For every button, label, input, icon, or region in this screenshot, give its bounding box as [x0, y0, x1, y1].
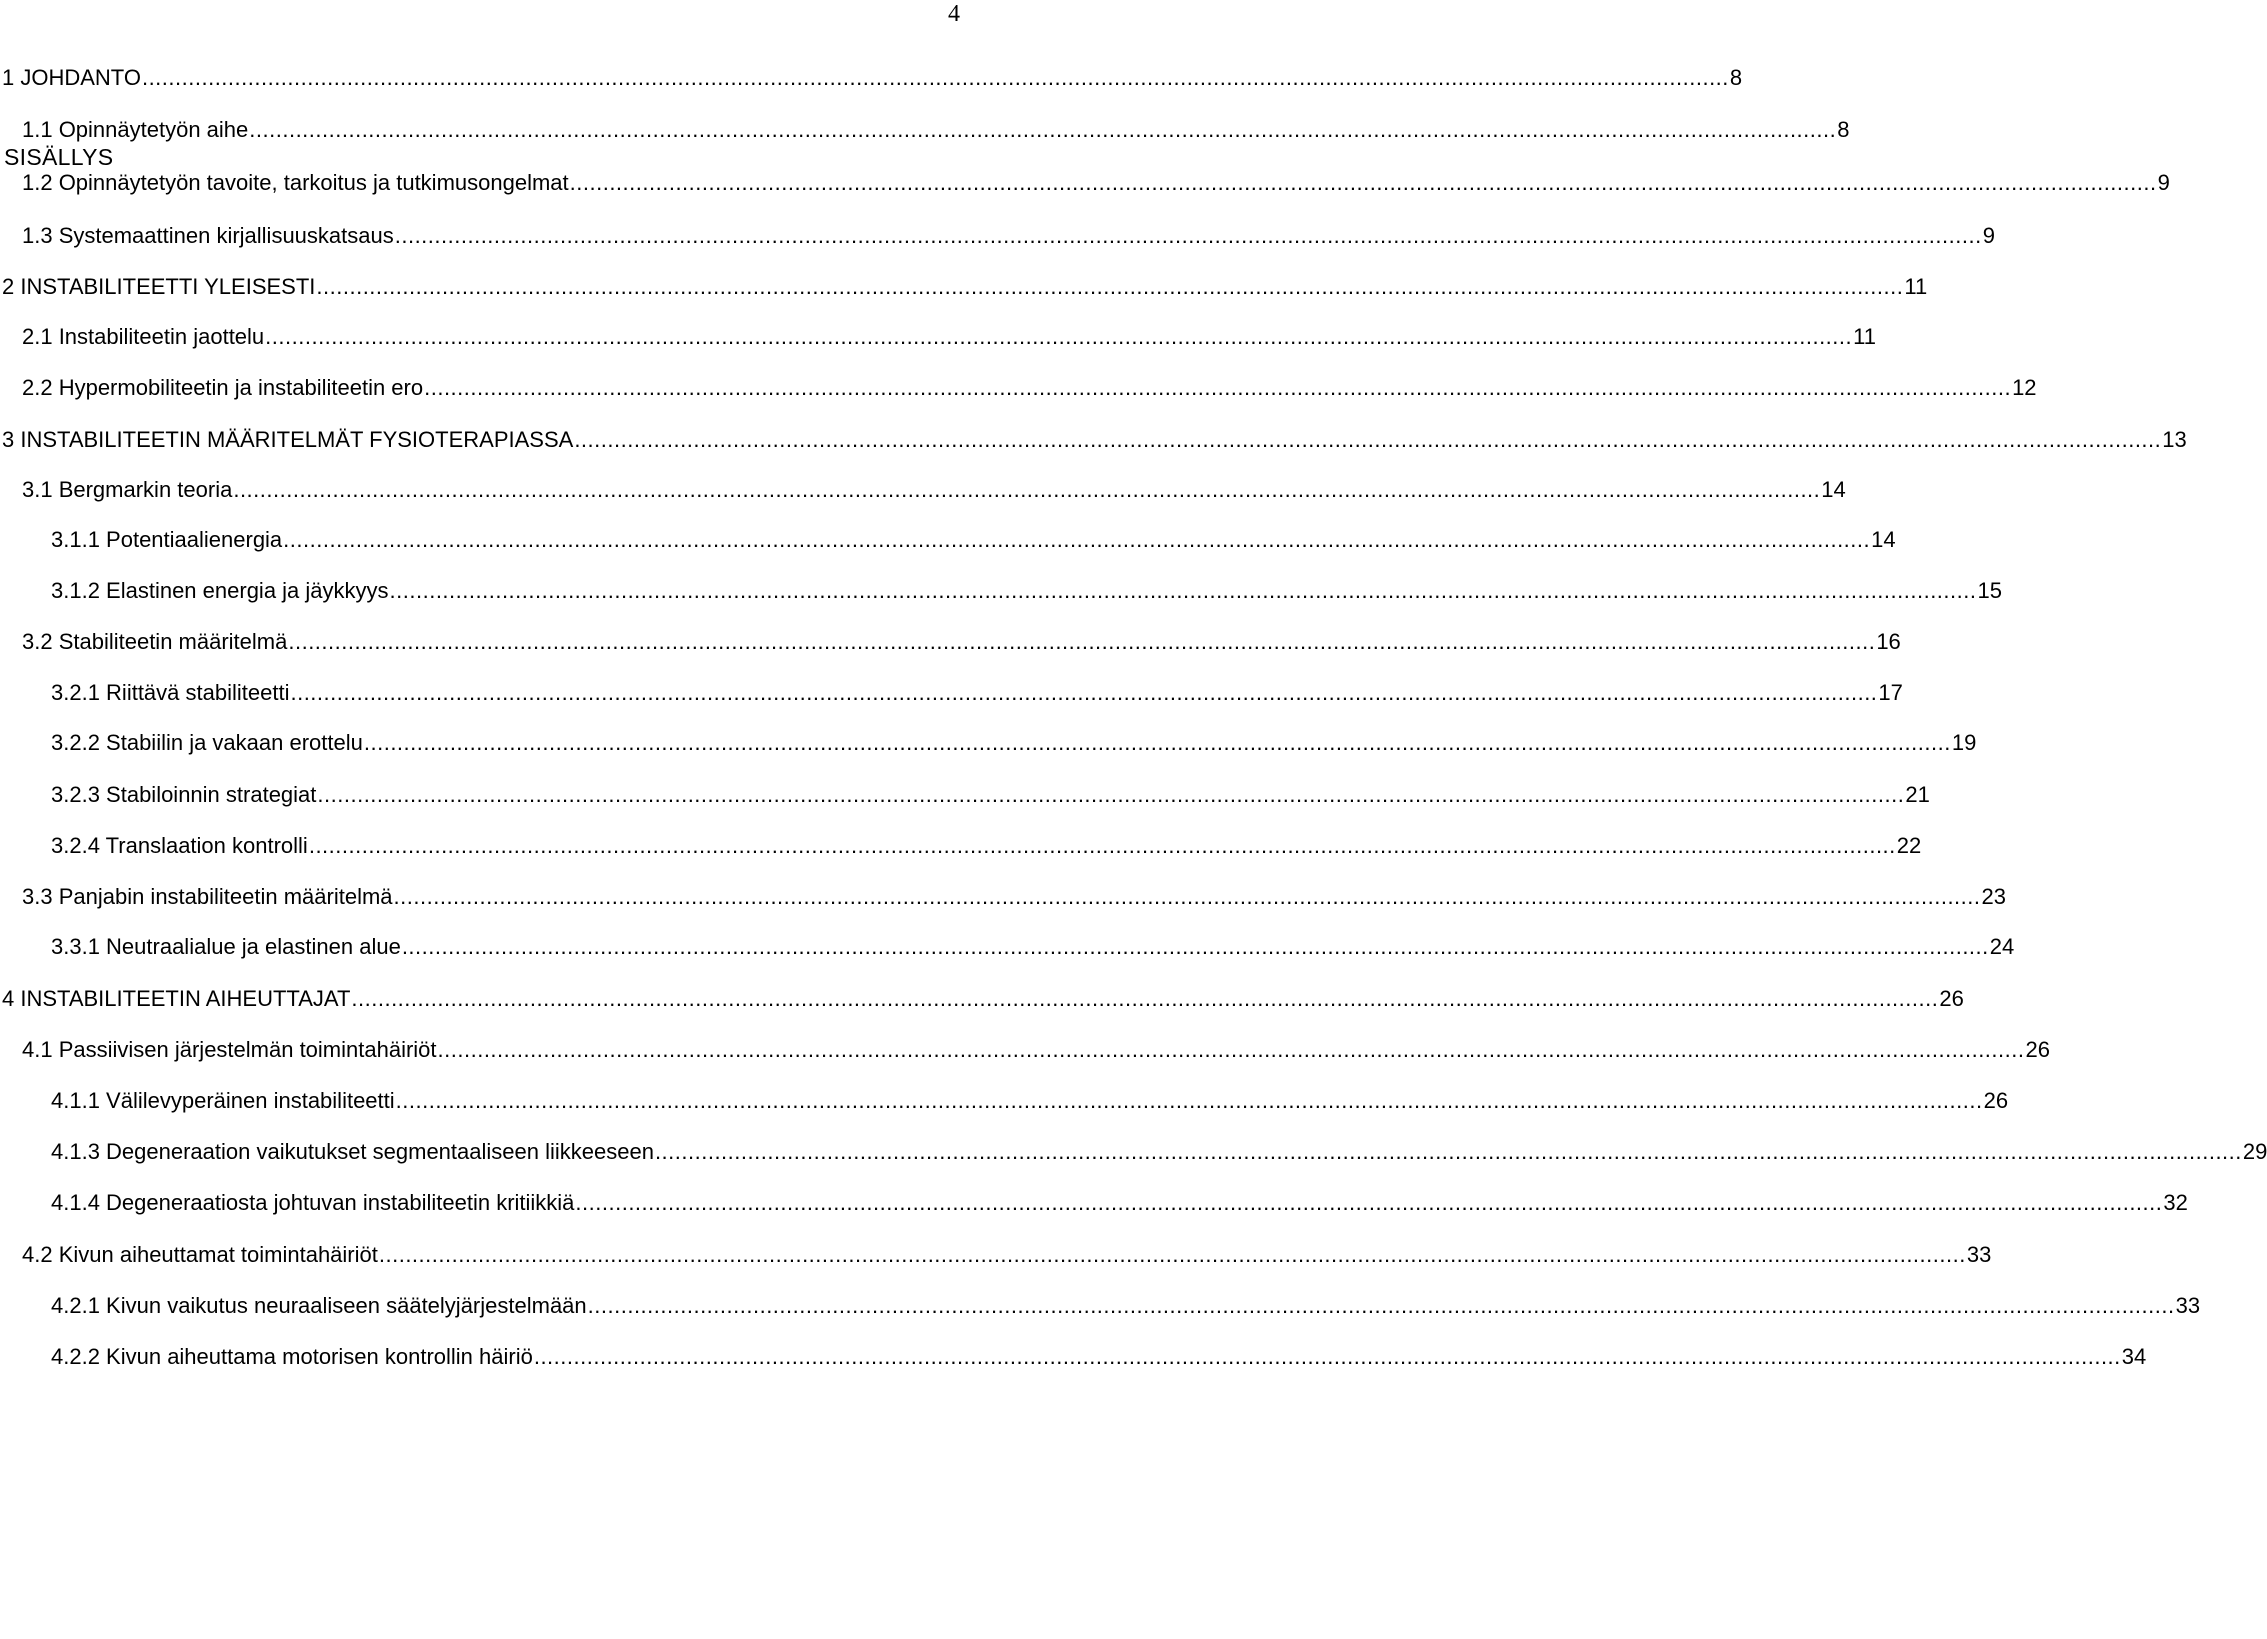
- toc-entry-page-number: 8: [1729, 65, 1743, 90]
- dot-leader: [575, 1188, 2162, 1218]
- toc-entry[interactable]: [0, 272, 1928, 302]
- toc-entry-label: 4.1 Passiivisen järjestelmän toimintahäiriöt: [22, 1037, 437, 1062]
- toc-title: SISÄLLYS: [4, 144, 114, 170]
- toc-entry-label: 3.2.2 Stabiilin ja vakaan erottelu: [51, 730, 363, 755]
- toc-entry-label: 1.1 Opinnäytetyön aihe: [22, 117, 249, 142]
- toc-entry[interactable]: [0, 1291, 2201, 1321]
- toc-entry-page-number: 11: [1904, 274, 1928, 299]
- toc-entry-label: 4.1.3 Degeneraation vaikutukset segmentaaliseen liikkeeseen: [51, 1139, 654, 1164]
- dot-leader: [233, 475, 1820, 505]
- toc-entry-page-number: 14: [1821, 477, 1846, 502]
- toc-entry[interactable]: [0, 780, 1930, 810]
- dot-leader: [364, 728, 1951, 758]
- toc-entry-label: 2 INSTABILITEETTI YLEISESTI: [2, 274, 316, 299]
- toc-entry[interactable]: [0, 425, 2187, 455]
- toc-entry-page-number: 14: [1871, 527, 1896, 552]
- toc-entry-page-number: 33: [1966, 1242, 1992, 1267]
- toc-entry-page-number: 16: [1876, 629, 1901, 654]
- toc-entry[interactable]: [0, 1240, 1992, 1270]
- dot-leader: [402, 932, 1989, 962]
- toc-entry-page-number: 11: [1853, 324, 1876, 349]
- toc-entry-label: 1.3 Systemaattinen kirjallisuuskatsaus: [22, 223, 394, 248]
- toc-entry-page-number: 33: [2175, 1293, 2201, 1318]
- toc-entry[interactable]: [0, 63, 1743, 93]
- toc-entry-page-number: 19: [1951, 730, 1977, 755]
- toc-entry[interactable]: [0, 475, 1846, 505]
- toc-entry-label: 3.2.4 Translaation kontrolli: [51, 833, 308, 858]
- toc-entry-label: 3.2.3 Stabiloinnin strategiat: [51, 782, 317, 807]
- toc-entry-page-number: 26: [1939, 986, 1964, 1011]
- dot-leader: [379, 1240, 1966, 1270]
- toc-entry-page-number: 15: [1977, 578, 2002, 603]
- toc-entry[interactable]: [0, 728, 1977, 758]
- toc-entry[interactable]: [0, 322, 1876, 352]
- toc-entry-page-number: 9: [2157, 170, 2170, 195]
- toc-entry-label: 3.2 Stabiliteetin määritelmä: [22, 629, 288, 654]
- toc-entry-label: 3.3 Panjabin instabiliteetin määritelmä: [22, 884, 393, 909]
- toc-entry-page-number: 23: [1981, 884, 2006, 909]
- dot-leader: [424, 373, 2011, 403]
- toc-entry-label: 4.1.1 Välilevyperäinen instabiliteetti: [51, 1088, 395, 1113]
- toc-entry[interactable]: [0, 221, 1995, 251]
- toc-entry-label: 4.1.4 Degeneraatiosta johtuvan instabiliteetin kritiikkiä: [51, 1190, 575, 1215]
- toc-entry-label: 4.2 Kivun aiheuttamat toimintahäiriöt: [22, 1242, 378, 1267]
- toc-entry-label: 4.2.1 Kivun vaikutus neuraaliseen säätelyjärjestelmään: [51, 1293, 587, 1318]
- dot-leader: [394, 882, 1981, 912]
- toc-entry-label: 1 JOHDANTO: [2, 65, 141, 90]
- page-number: 4: [948, 1, 960, 27]
- toc-entry-page-number: 22: [1896, 833, 1922, 858]
- dot-leader: [655, 1137, 2242, 1167]
- toc-entry[interactable]: [0, 627, 1901, 657]
- toc-entry-page-number: 8: [1837, 117, 1850, 142]
- toc-entry[interactable]: [0, 373, 2037, 403]
- toc-entry-page-number: 12: [2012, 375, 2037, 400]
- toc-entry[interactable]: [0, 1188, 2188, 1218]
- toc-entry-label: 4.2.2 Kivun aiheuttama motorisen kontrollin häiriö: [51, 1344, 533, 1369]
- dot-leader: [396, 1086, 1983, 1116]
- toc-entry[interactable]: [0, 831, 1922, 861]
- toc-entry-label: 3.1 Bergmarkin teoria: [22, 477, 233, 502]
- toc-entry-page-number: 26: [1983, 1088, 2009, 1113]
- dot-leader: [351, 984, 1938, 1014]
- dot-leader: [142, 63, 1729, 93]
- toc-entry-page-number: 9: [1982, 223, 1995, 248]
- dot-leader: [316, 272, 1903, 302]
- dot-leader: [574, 425, 2161, 455]
- toc-entry[interactable]: [0, 1086, 2009, 1116]
- toc-entry[interactable]: [0, 115, 1850, 145]
- toc-entry-label: 2.1 Instabiliteetin jaottelu: [22, 324, 265, 349]
- toc-entry[interactable]: [0, 168, 2170, 198]
- toc-entry-page-number: 17: [1878, 680, 1903, 705]
- toc-entry-page-number: 32: [2163, 1190, 2188, 1215]
- toc-entry-label: 4 INSTABILITEETIN AIHEUTTAJAT: [2, 986, 351, 1011]
- toc-entry[interactable]: [0, 1342, 2147, 1372]
- dot-leader: [588, 1291, 2175, 1321]
- toc-entry-label: 3.1.2 Elastinen energia ja jäykkyys: [51, 578, 389, 603]
- toc-entry[interactable]: [0, 1137, 2267, 1167]
- toc-entry[interactable]: [0, 984, 1964, 1014]
- dot-leader: [438, 1035, 2025, 1065]
- toc-entry[interactable]: [0, 1035, 2050, 1065]
- toc-entry-page-number: 29: [2242, 1139, 2267, 1164]
- dot-leader: [283, 525, 1870, 555]
- toc-entry[interactable]: [0, 525, 1896, 555]
- toc-entry-page-number: 21: [1905, 782, 1930, 807]
- toc-entry-page-number: 13: [2162, 427, 2187, 452]
- dot-leader: [265, 322, 1852, 352]
- dot-leader: [288, 627, 1875, 657]
- dot-leader: [534, 1342, 2121, 1372]
- toc-entry[interactable]: [0, 576, 2002, 606]
- dot-leader: [395, 221, 1982, 251]
- dot-leader: [570, 168, 2157, 198]
- toc-entry-page-number: 26: [2025, 1037, 2050, 1062]
- toc-entry-label: 2.2 Hypermobiliteetin ja instabiliteetin ero: [22, 375, 424, 400]
- toc-entry-label: 3 INSTABILITEETIN MÄÄRITELMÄT FYSIOTERAPIASSA: [2, 427, 574, 452]
- toc-entry-label: 3.3.1 Neutraalialue ja elastinen alue: [51, 934, 401, 959]
- dot-leader: [249, 115, 1836, 145]
- toc-entry[interactable]: [0, 932, 2015, 962]
- dot-leader: [309, 831, 1896, 861]
- dot-leader: [390, 576, 1977, 606]
- dot-leader: [290, 678, 1877, 708]
- toc-entry-page-number: 24: [1989, 934, 2015, 959]
- toc-entry-page-number: 34: [2121, 1344, 2147, 1369]
- toc-entry-label: 3.2.1 Riittävä stabiliteetti: [51, 680, 290, 705]
- toc-entry-label: 1.2 Opinnäytetyön tavoite, tarkoitus ja tutkimusongelmat: [22, 170, 569, 195]
- dot-leader: [317, 780, 1904, 810]
- toc-entry[interactable]: [0, 678, 1903, 708]
- toc-entry[interactable]: [0, 882, 2006, 912]
- toc-entry-label: 3.1.1 Potentiaalienergia: [51, 527, 283, 552]
